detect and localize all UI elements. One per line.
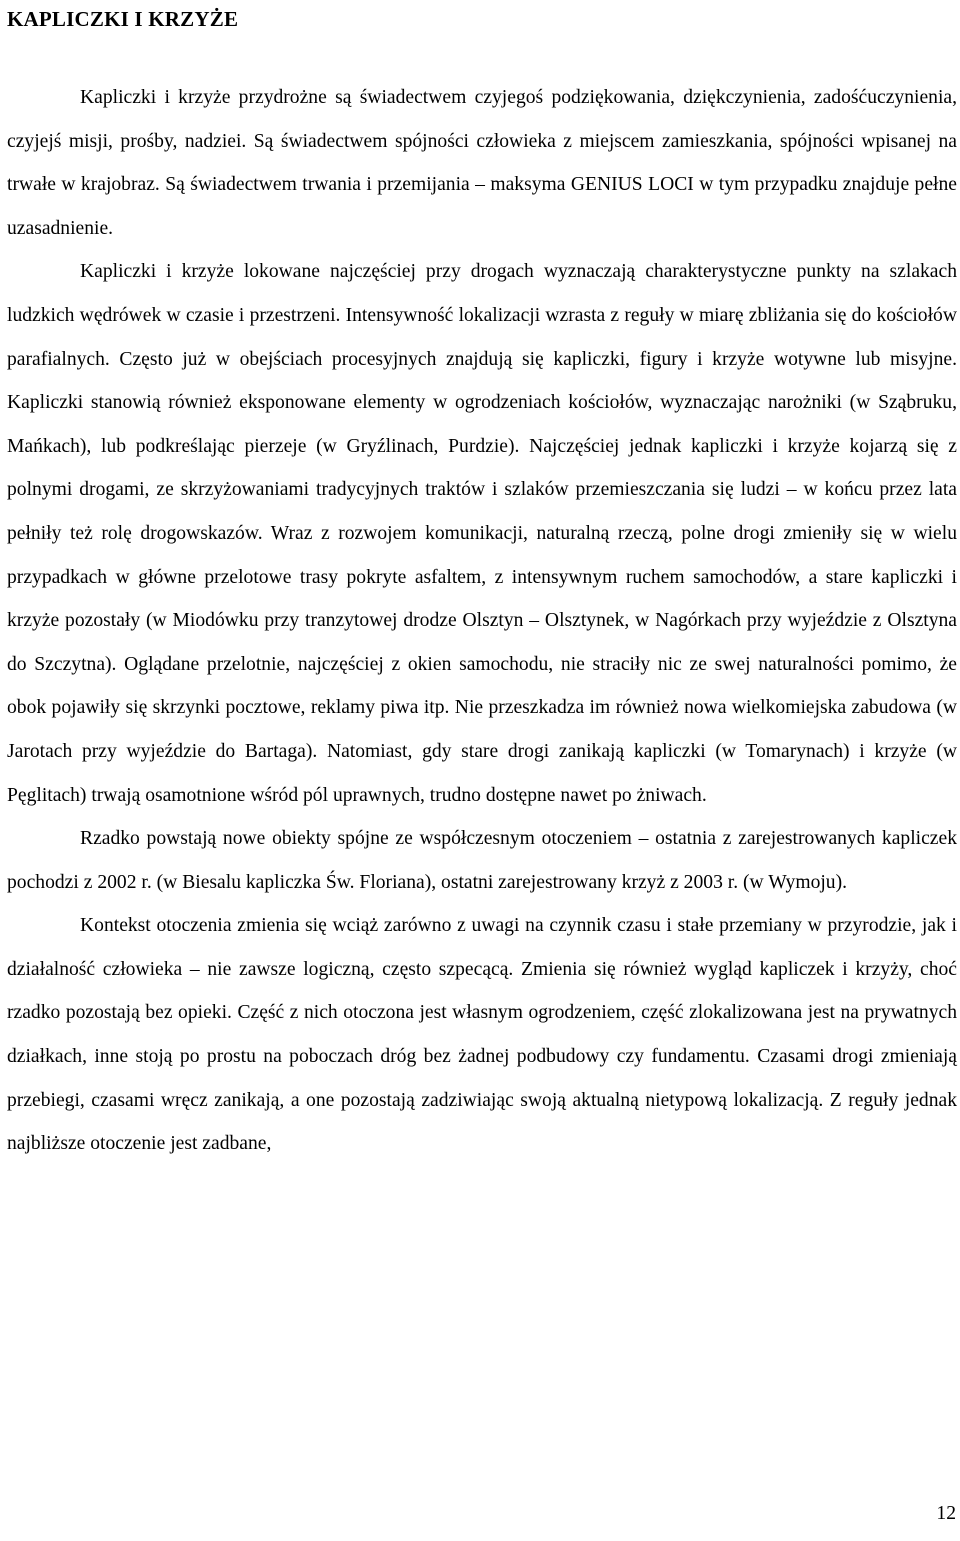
paragraph-4: Kontekst otoczenia zmienia się wciąż zarówno z uwagi na czynnik czasu i stałe przemiany w przyrodzie, jak i działalność człowieka – nie zawsze logiczną, często szpecącą. Zmienia się również wygląd kapliczek i krzyży, choć rzadko pozostają bez opieki. Część z nich otoczona jest własnym ogrodzeniem, część zlokalizowana jest na prywatnych działkach, inne stoją po prostu na poboczach dróg bez żadnej podbudowy czy fundamentu. Czasami drogi zmieniają przebiegi, czasami wręcz zanikają, a one pozostają zadziwiając swoją aktualną nietypową lokalizacją. Z reguły jednak najbliższe otoczenie jest zadbane, (7, 915, 957, 1155)
paragraph-3: Rzadko powstają nowe obiekty spójne ze współczesnym otoczeniem – ostatnia z zarejestrowanych kapliczek pochodzi z 2002 r. (w Biesalu kapliczka Św. Floriana), ostatni zarejestrowany krzyż z 2003 r. (w Wymoju). (7, 828, 957, 893)
paragraph-2: Kapliczki i krzyże lokowane najczęściej przy drogach wyznaczają charakterystyczne punkty na szlakach ludzkich wędrówek w czasie i przestrzeni. Intensywność lokalizacji wzrasta z reguły w miarę zbliżania się do kościołów parafialnych. Często już w obejściach procesyjnych znajdują się kapliczki, figury i krzyże wotywne lub misyjne. Kapliczki stanowią również eksponowane elementy w ogrodzeniach kościołów, wyznaczając narożniki (w Sząbruku, Mańkach), lub podkreślając pierzeje (w Gryźlinach, Purdzie). Najczęściej jednak kapliczki i krzyże kojarzą się z polnymi drogami, ze skrzyżowaniami tradycyjnych traktów i szlaków przemieszczania się ludzi – w końcu przez lata pełniły też rolę drogowskazów. Wraz z rozwojem komunikacji, naturalną rzeczą, polne drogi zmieniły się w wielu przypadkach w główne przelotowe trasy pokryte asfaltem, z intensywnym ruchem samochodów, a stare kapliczki i krzyże pozostały (w Miodówku przy tranzytowej drodze Olsztyn – Olsztynek, w Nagórkach przy wyjeździe z Olsztyna do Szczytna). Oglądane przelotnie, najczęściej z okien samochodu, nie straciły nic ze swej naturalności pomimo, że obok pojawiły się skrzynki pocztowe, reklamy piwa itp. Nie przeszkadza im również nowa wielkomiejska zabudowa (w Jarotach przy wyjeździe do Bartaga). Natomiast, gdy stare drogi zanikają kapliczki (w Tomarynach) i krzyże (w Pęglitach) trwają osamotnione wśród pól uprawnych, trudno dostępne nawet po żniwach. (7, 261, 957, 806)
paragraph-1: Kapliczki i krzyże przydrożne są świadectwem czyjegoś podziękowania, dziękczynienia, zadośćuczynienia, czyjejś misji, prośby, nadziei. Są świadectwem spójności człowieka z miejscem zamieszkania, spójności wpisanej na trwałe w krajobraz. Są świadectwem trwania i przemijania – maksyma GENIUS LOCI w tym przypadku znajduje pełne uzasadnienie. (7, 87, 957, 239)
page-number: 12 (936, 1503, 956, 1524)
document-body (7, 76, 957, 1166)
page-title: KAPLICZKI I KRZYŻE (7, 7, 239, 31)
document-page (7, 0, 957, 1166)
